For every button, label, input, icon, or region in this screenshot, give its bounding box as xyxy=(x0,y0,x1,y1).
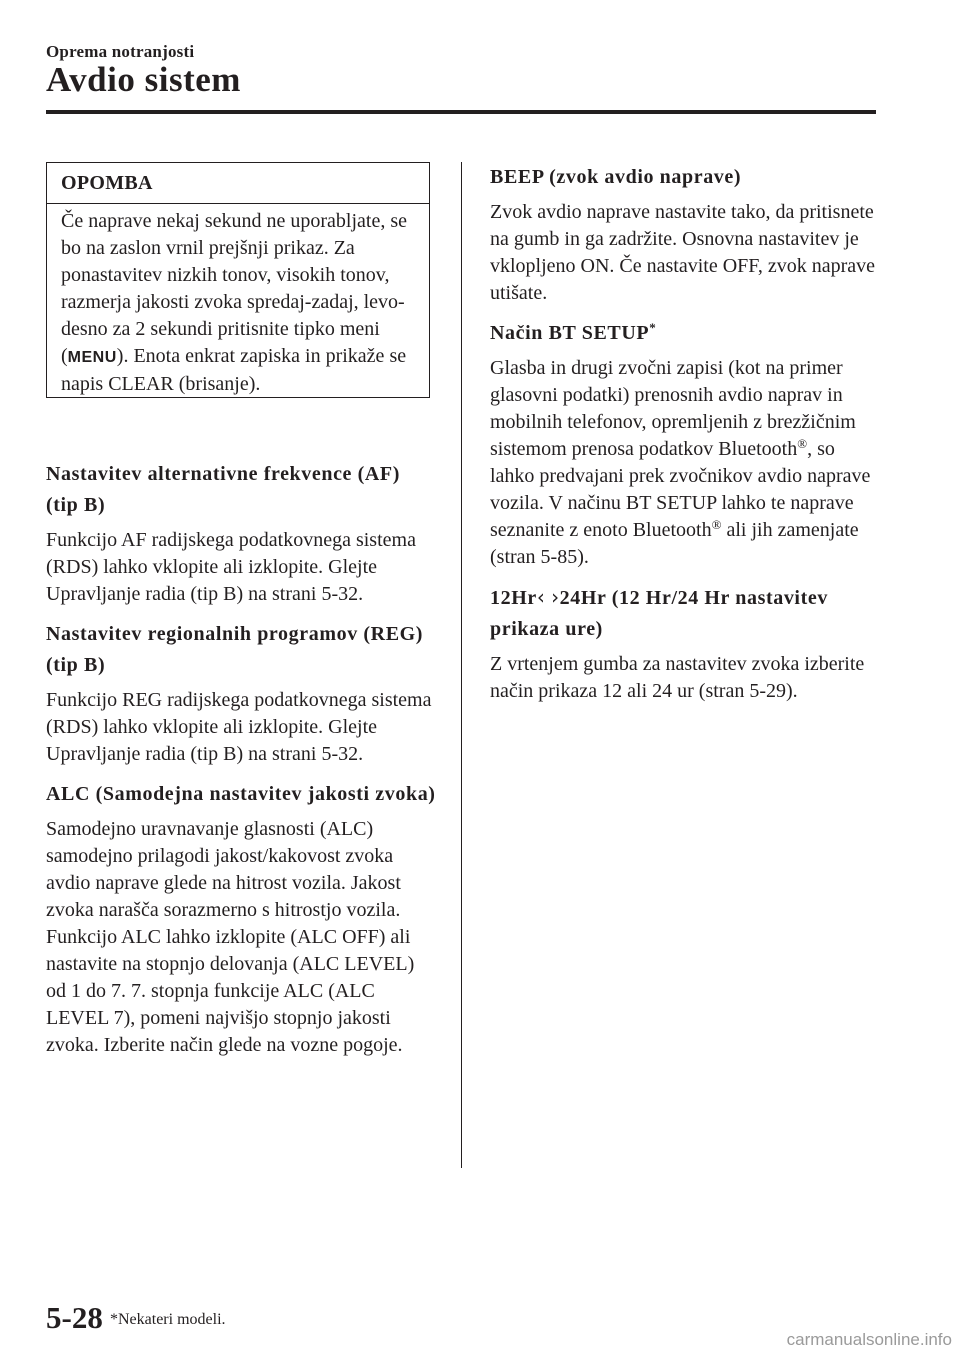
footnote-marker: * xyxy=(649,320,657,335)
af-heading: Nastavitev alternativne frekvence (AF) (tip B) xyxy=(46,463,401,516)
alc-paragraph: Samodejno uravnavanje glasnosti (ALC) samodejno prilagodi jakost/kakovost zvoka avdio naprave glede na hitrost vozila. Jakost zvoka narašča sorazmerno s hitrostjo vozila. Funkcijo ALC lahko izklopite (ALC OFF) ali nastavite na stopnjo delovanja (ALC LEVEL) od 1 do 7. 7. stopnja funkcije ALC (ALC LEVEL 7), pomeni najvišjo stopnjo jakosti zvoka. Izberite način glede na vozne pogoje. xyxy=(46,818,415,1056)
note-heading: OPOMBA xyxy=(47,163,429,204)
left-column xyxy=(46,162,436,1070)
column-divider xyxy=(461,162,462,1168)
chevron-right-icon: › xyxy=(551,585,560,609)
bt-setup-heading xyxy=(490,318,882,349)
registered-mark: ® xyxy=(797,436,808,451)
note-box xyxy=(46,162,430,398)
note-text-start: Če naprave nekaj sekund ne uporabljate, se bo na zaslon vrnil prejšnji prikaz. Za ponastavitev nizkih tonov, visokih tonov, razmerja jakosti zvoka spredaj-zadaj, levo-desno za 2 sekundi pritisnite tipko meni ( xyxy=(61,210,407,367)
menu-key-label: MENU xyxy=(67,349,117,366)
page-title: Avdio sistem xyxy=(46,60,241,99)
reg-heading: Nastavitev regionalnih programov (REG) (tip B) xyxy=(46,623,424,676)
bt-setup-paragraph xyxy=(490,355,882,571)
reg-paragraph: Funkcijo REG radijskega podatkovnega sistema (RDS) lahko vklopite ali izklopite. Glejte Upravljanje radia (tip B) na strani 5-32. xyxy=(46,689,432,765)
beep-paragraph: Zvok avdio naprave nastavite tako, da pritisnete na gumb in ga zadržite. Osnovna nastavitev je vklopljeno ON. Če nastavite OFF, zvok naprave utišate. xyxy=(490,201,875,304)
page-number: 5-28 xyxy=(46,1300,103,1335)
bt-text-part-3: ali jih zamenjate (stran 5-85). xyxy=(490,519,859,568)
clock-heading-24hr: 24Hr (12 Hr/24 Hr nastavitev prikaza ure) xyxy=(490,587,828,640)
registered-mark: ® xyxy=(711,517,722,532)
beep-heading: BEEP (zvok avdio naprave) xyxy=(490,166,742,188)
header-rule xyxy=(46,110,876,114)
right-column xyxy=(490,162,882,716)
bt-text-part-2: , so lahko predvajani prek zvočnikov avdio naprave vozila. V načinu BT SETUP lahko te naprave seznanite z enoto Bluetooth xyxy=(490,438,871,541)
clock-heading-12hr: 12Hr xyxy=(490,587,537,609)
watermark: carmanualsonline.info xyxy=(786,1330,952,1349)
footnote: *Nekateri modeli. xyxy=(110,1311,226,1328)
note-text-end: ). Enota enkrat zapiska in prikaže se napis CLEAR (brisanje). xyxy=(61,345,407,395)
clock-heading xyxy=(490,582,882,645)
bt-setup-heading-text: Način BT SETUP xyxy=(490,322,650,344)
note-text xyxy=(47,204,429,398)
clock-paragraph: Z vrtenjem gumba za nastavitev zvoka izberite način prikaza 12 ali 24 ur (stran 5-29). xyxy=(490,653,865,702)
af-paragraph: Funkcijo AF radijskega podatkovnega sistema (RDS) lahko vklopite ali izklopite. Glejte Upravljanje radia (tip B) na strani 5-32. xyxy=(46,529,416,605)
bt-text-part-1: Glasba in drugi zvočni zapisi (kot na primer glasovni podatki) prenosnih avdio naprav in mobilnih telefonov, opremljenih z brezžičnim sistemom prenosa podatkov Bluetooth xyxy=(490,357,856,460)
chevron-left-icon: ‹ xyxy=(536,585,546,609)
section-label: Oprema notranjosti xyxy=(46,42,195,61)
alc-heading: ALC (Samodejna nastavitev jakosti zvoka) xyxy=(46,783,436,805)
